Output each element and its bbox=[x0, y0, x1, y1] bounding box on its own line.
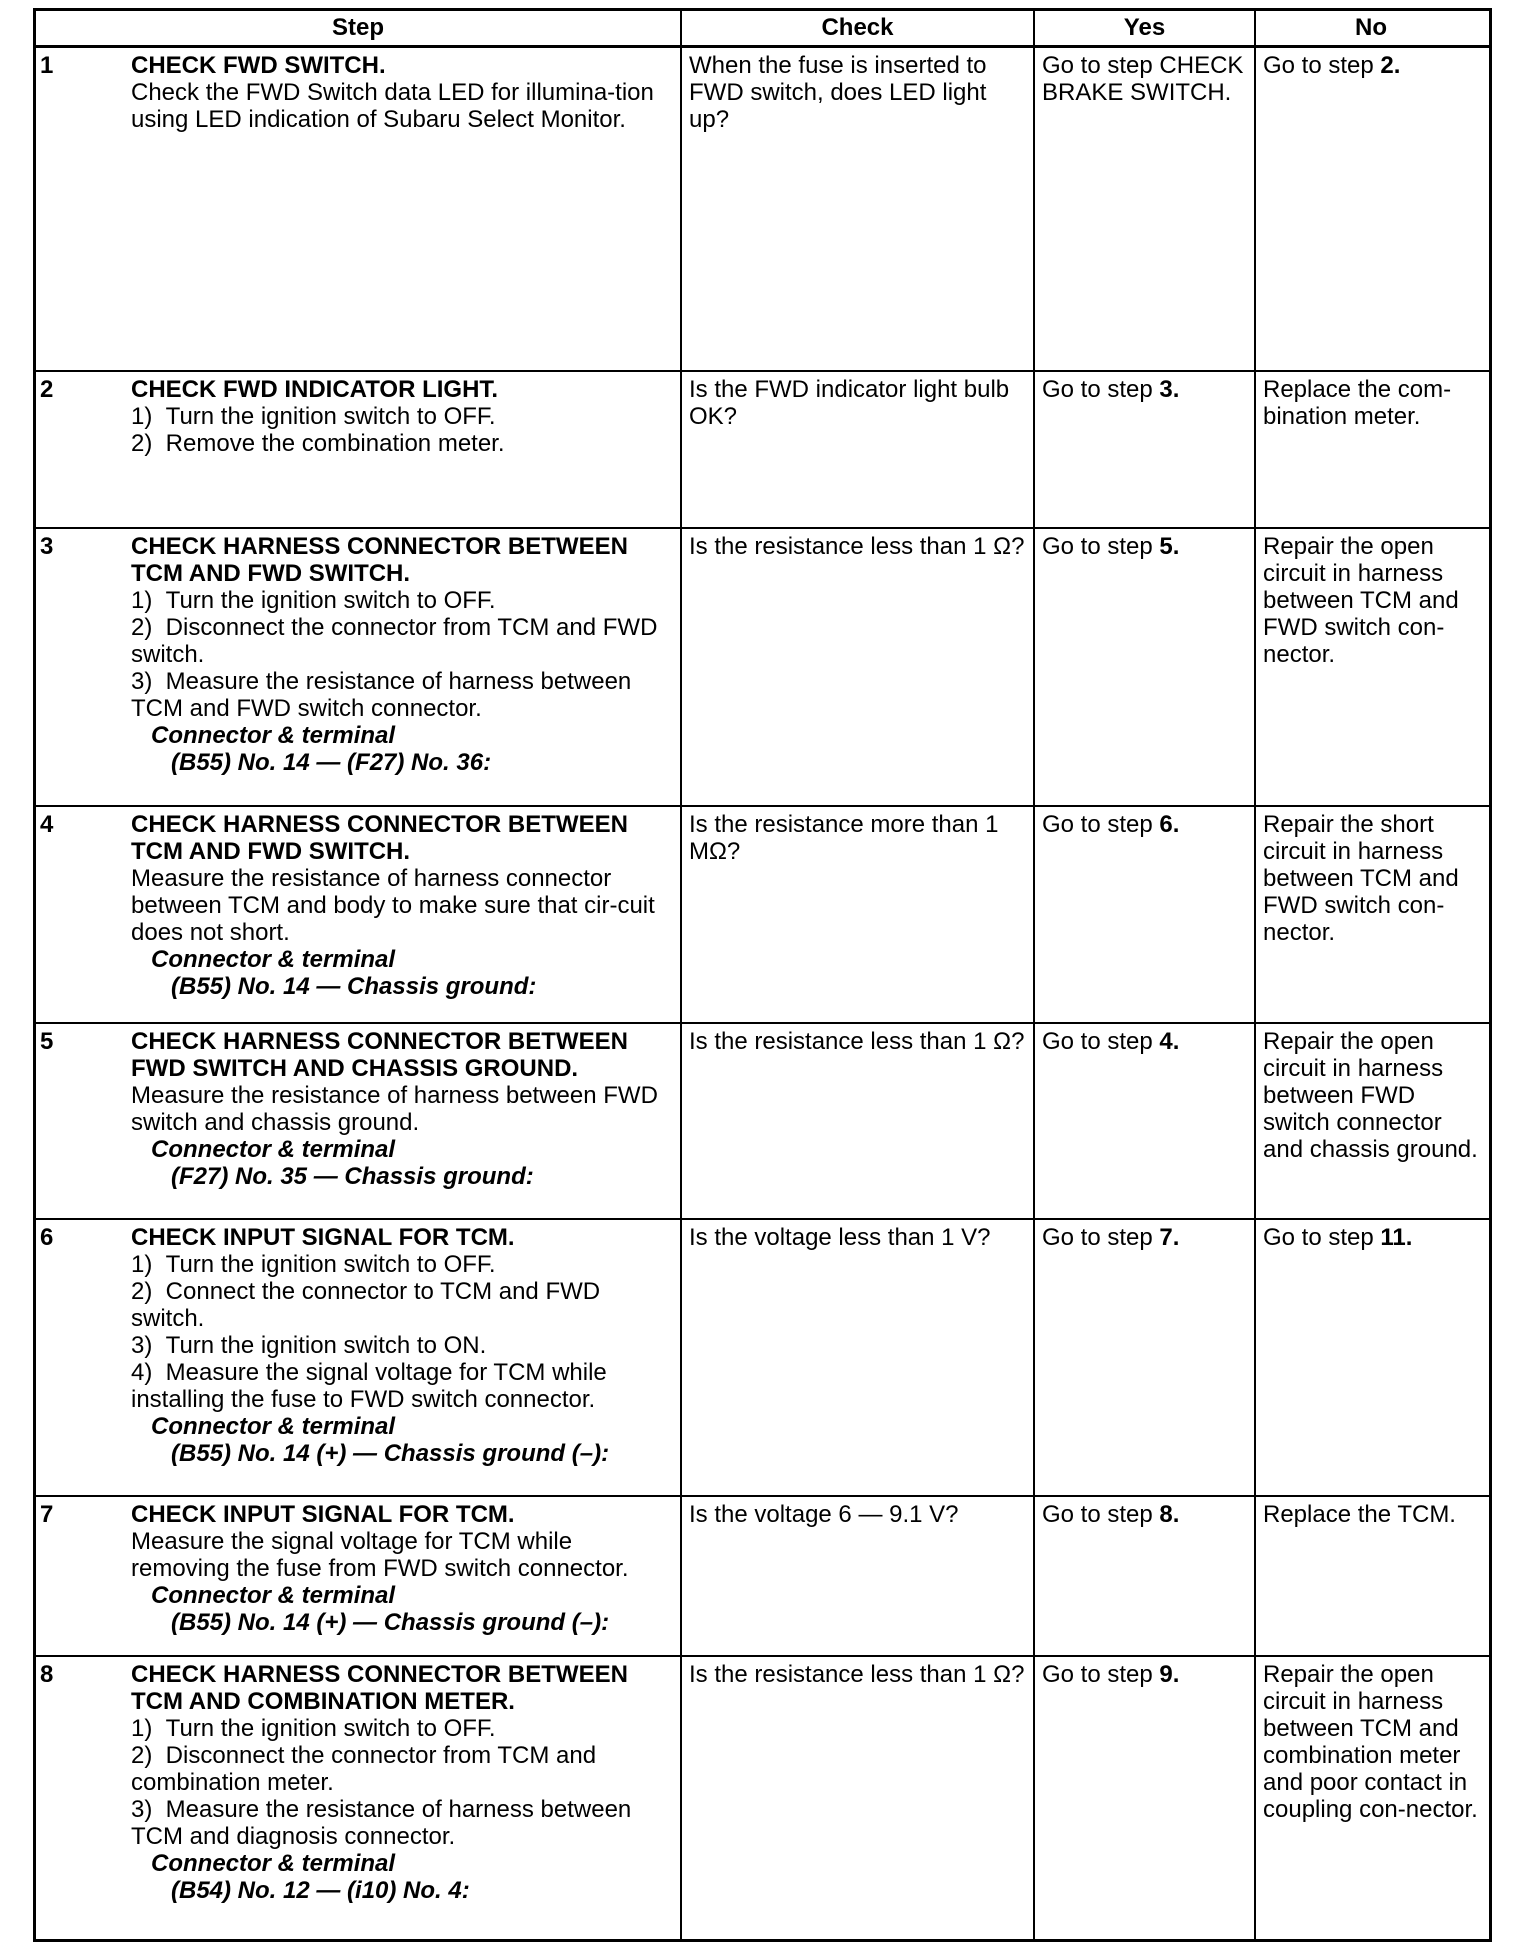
table-row bbox=[36, 529, 1489, 807]
text-segment: 4. bbox=[1159, 1028, 1180, 1055]
step-cell bbox=[36, 1497, 682, 1655]
yes-cell bbox=[1035, 48, 1256, 370]
step-line-connector: Connector & terminal bbox=[151, 722, 396, 749]
yes-text bbox=[1042, 1028, 1179, 1055]
yes-text bbox=[1042, 376, 1179, 403]
yes-cell bbox=[1035, 1497, 1256, 1655]
text-segment: 6. bbox=[1159, 811, 1180, 838]
step-line-terminal: (B55) No. 14 — Chassis ground: bbox=[171, 973, 537, 1000]
check-cell bbox=[682, 48, 1035, 370]
step-lines bbox=[131, 1501, 672, 1649]
step-line-title: CHECK HARNESS CONNECTOR BETWEEN TCM AND COMBINATION METER. bbox=[131, 1661, 628, 1715]
check-text: Is the resistance less than 1 Ω? bbox=[689, 1661, 1025, 1688]
step-line-body: 3) Measure the resistance of harness between TCM and FWD switch connector. bbox=[131, 668, 632, 722]
table-body bbox=[36, 48, 1489, 1939]
no-cell bbox=[1256, 1220, 1486, 1495]
step-line-title: CHECK HARNESS CONNECTOR BETWEEN TCM AND FWD SWITCH. bbox=[131, 533, 628, 587]
no-text bbox=[1263, 1224, 1412, 1251]
no-text bbox=[1263, 811, 1459, 946]
text-segment: 2. bbox=[1380, 52, 1401, 79]
diagnostic-table bbox=[33, 8, 1492, 1942]
check-cell bbox=[682, 372, 1035, 527]
step-line-body: 2) Disconnect the connector from TCM and combination meter. bbox=[131, 1742, 597, 1796]
text-segment: 3. bbox=[1159, 376, 1180, 403]
step-line-body: 1) Turn the ignition switch to OFF. bbox=[131, 403, 496, 430]
step-number: 3 bbox=[40, 533, 54, 560]
text-segment: Go to step bbox=[1042, 811, 1160, 838]
table-row bbox=[36, 1657, 1489, 1939]
no-cell bbox=[1256, 1024, 1486, 1218]
no-text bbox=[1263, 1661, 1478, 1823]
step-number: 4 bbox=[40, 811, 54, 838]
header-yes: Yes bbox=[1035, 11, 1256, 45]
step-line-title: CHECK HARNESS CONNECTOR BETWEEN FWD SWITCH AND CHASSIS GROUND. bbox=[131, 1028, 628, 1082]
no-text bbox=[1263, 52, 1400, 79]
step-number: 2 bbox=[40, 376, 54, 403]
step-line-connector: Connector & terminal bbox=[151, 1413, 396, 1440]
step-lines bbox=[131, 52, 672, 364]
check-text: Is the resistance less than 1 Ω? bbox=[689, 1028, 1025, 1055]
step-line-body: Measure the resistance of harness between FWD switch and chassis ground. bbox=[131, 1082, 658, 1136]
text-segment: Repair the open circuit in harness between FWD switch connector and chassis ground. bbox=[1263, 1028, 1478, 1163]
text-segment: Go to step CHECK BRAKE SWITCH. bbox=[1042, 52, 1244, 106]
no-cell bbox=[1256, 372, 1486, 527]
step-line-terminal: (B55) No. 14 — (F27) No. 36: bbox=[171, 749, 492, 776]
check-cell bbox=[682, 529, 1035, 805]
no-cell bbox=[1256, 48, 1486, 370]
yes-cell bbox=[1035, 1024, 1256, 1218]
step-line-body: Measure the signal voltage for TCM while removing the fuse from FWD switch connector. bbox=[131, 1528, 629, 1582]
no-text bbox=[1263, 533, 1459, 668]
yes-text bbox=[1042, 52, 1243, 106]
step-lines bbox=[131, 376, 672, 521]
text-segment: Replace the com-bination meter. bbox=[1263, 376, 1452, 430]
yes-cell bbox=[1035, 529, 1256, 805]
step-lines bbox=[131, 533, 672, 799]
check-text: Is the resistance more than 1 MΩ? bbox=[689, 811, 999, 865]
text-segment: Go to step bbox=[1042, 1661, 1160, 1688]
step-line-connector: Connector & terminal bbox=[151, 1850, 396, 1877]
yes-text bbox=[1042, 1661, 1179, 1688]
step-line-body: 2) Remove the combination meter. bbox=[131, 430, 505, 457]
check-text: Is the resistance less than 1 Ω? bbox=[689, 533, 1025, 560]
step-line-body: 1) Turn the ignition switch to OFF. bbox=[131, 1715, 496, 1742]
step-line-body: 2) Connect the connector to TCM and FWD switch. bbox=[131, 1278, 601, 1332]
text-segment: 9. bbox=[1159, 1661, 1180, 1688]
table-header-row bbox=[36, 11, 1489, 48]
step-lines bbox=[131, 1661, 672, 1933]
check-cell bbox=[682, 1220, 1035, 1495]
table-row bbox=[36, 1497, 1489, 1657]
yes-text bbox=[1042, 1224, 1179, 1251]
table-row bbox=[36, 48, 1489, 372]
yes-cell bbox=[1035, 372, 1256, 527]
step-line-body: 1) Turn the ignition switch to OFF. bbox=[131, 1251, 496, 1278]
text-segment: Go to step bbox=[1042, 533, 1160, 560]
step-cell bbox=[36, 529, 682, 805]
text-segment: 11. bbox=[1380, 1224, 1413, 1251]
step-line-body: Measure the resistance of harness connector between TCM and body to make sure that cir-cuit does not short. bbox=[131, 865, 655, 946]
check-text: When the fuse is inserted to FWD switch, does LED light up? bbox=[689, 52, 987, 133]
header-no: No bbox=[1355, 14, 1387, 41]
text-segment: 7. bbox=[1159, 1224, 1180, 1251]
text-segment: Repair the short circuit in harness between TCM and FWD switch con-nector. bbox=[1263, 811, 1459, 946]
no-cell bbox=[1256, 1497, 1486, 1655]
step-line-terminal: (B55) No. 14 (+) — Chassis ground (–): bbox=[171, 1440, 610, 1467]
step-line-title: CHECK FWD INDICATOR LIGHT. bbox=[131, 376, 499, 403]
step-line-terminal: (B54) No. 12 — (i10) No. 4: bbox=[171, 1877, 470, 1904]
table-row bbox=[36, 1024, 1489, 1220]
check-cell bbox=[682, 807, 1035, 1022]
check-cell bbox=[682, 1497, 1035, 1655]
check-text: Is the FWD indicator light bulb OK? bbox=[689, 376, 1010, 430]
header-step: Step bbox=[36, 11, 682, 45]
step-number: 1 bbox=[40, 52, 54, 79]
step-number: 8 bbox=[40, 1661, 54, 1688]
step-cell bbox=[36, 1657, 682, 1939]
step-line-connector: Connector & terminal bbox=[151, 1582, 396, 1609]
text-segment: Go to step bbox=[1042, 1224, 1160, 1251]
step-line-body: 4) Measure the signal voltage for TCM while installing the fuse to FWD switch connector. bbox=[131, 1359, 607, 1413]
text-segment: Repair the open circuit in harness between TCM and FWD switch con-nector. bbox=[1263, 533, 1459, 668]
step-line-body: Check the FWD Switch data LED for illumina-tion using LED indication of Subaru Select Monitor. bbox=[131, 79, 654, 133]
yes-cell bbox=[1035, 1220, 1256, 1495]
check-cell bbox=[682, 1657, 1035, 1939]
no-cell bbox=[1256, 529, 1486, 805]
step-lines bbox=[131, 811, 672, 1016]
step-line-body: 3) Measure the resistance of harness between TCM and diagnosis connector. bbox=[131, 1796, 632, 1850]
table-row bbox=[36, 807, 1489, 1024]
step-line-body: 2) Disconnect the connector from TCM and FWD switch. bbox=[131, 614, 658, 668]
step-line-title: CHECK FWD SWITCH. bbox=[131, 52, 386, 79]
text-segment: Go to step bbox=[1263, 52, 1381, 79]
header-check: Check bbox=[682, 11, 1035, 45]
text-segment: Go to step bbox=[1042, 1501, 1160, 1528]
step-line-terminal: (F27) No. 35 — Chassis ground: bbox=[171, 1163, 534, 1190]
text-segment: Repair the open circuit in harness between TCM and combination meter and poor contact in coupling con-nector. bbox=[1263, 1661, 1478, 1823]
no-text bbox=[1263, 1028, 1478, 1163]
step-cell bbox=[36, 1220, 682, 1495]
yes-text bbox=[1042, 1501, 1179, 1528]
step-cell bbox=[36, 807, 682, 1022]
check-text: Is the voltage 6 — 9.1 V? bbox=[689, 1501, 959, 1528]
text-segment: Replace the TCM. bbox=[1263, 1501, 1456, 1528]
step-line-terminal: (B55) No. 14 (+) — Chassis ground (–): bbox=[171, 1609, 610, 1636]
table-row bbox=[36, 372, 1489, 529]
no-cell bbox=[1256, 1657, 1486, 1939]
step-number: 6 bbox=[40, 1224, 54, 1251]
yes-cell bbox=[1035, 807, 1256, 1022]
step-line-title: CHECK INPUT SIGNAL FOR TCM. bbox=[131, 1501, 515, 1528]
step-line-body: 3) Turn the ignition switch to ON. bbox=[131, 1332, 487, 1359]
step-line-title: CHECK HARNESS CONNECTOR BETWEEN TCM AND FWD SWITCH. bbox=[131, 811, 628, 865]
step-cell bbox=[36, 48, 682, 370]
step-number: 5 bbox=[40, 1028, 54, 1055]
text-segment: Go to step bbox=[1263, 1224, 1381, 1251]
step-cell bbox=[36, 372, 682, 527]
text-segment: 5. bbox=[1159, 533, 1180, 560]
step-line-connector: Connector & terminal bbox=[151, 946, 396, 973]
yes-text bbox=[1042, 811, 1179, 838]
no-cell bbox=[1256, 807, 1486, 1022]
step-cell bbox=[36, 1024, 682, 1218]
step-lines bbox=[131, 1224, 672, 1489]
text-segment: Go to step bbox=[1042, 1028, 1160, 1055]
no-text bbox=[1263, 1501, 1456, 1528]
text-segment: Go to step bbox=[1042, 376, 1160, 403]
step-line-body: 1) Turn the ignition switch to OFF. bbox=[131, 587, 496, 614]
table-row bbox=[36, 1220, 1489, 1497]
check-cell bbox=[682, 1024, 1035, 1218]
step-lines bbox=[131, 1028, 672, 1212]
step-number: 7 bbox=[40, 1501, 54, 1528]
step-line-title: CHECK INPUT SIGNAL FOR TCM. bbox=[131, 1224, 515, 1251]
text-segment: 8. bbox=[1159, 1501, 1180, 1528]
step-line-connector: Connector & terminal bbox=[151, 1136, 396, 1163]
check-text: Is the voltage less than 1 V? bbox=[689, 1224, 991, 1251]
yes-cell bbox=[1035, 1657, 1256, 1939]
yes-text bbox=[1042, 533, 1179, 560]
no-text bbox=[1263, 376, 1451, 430]
